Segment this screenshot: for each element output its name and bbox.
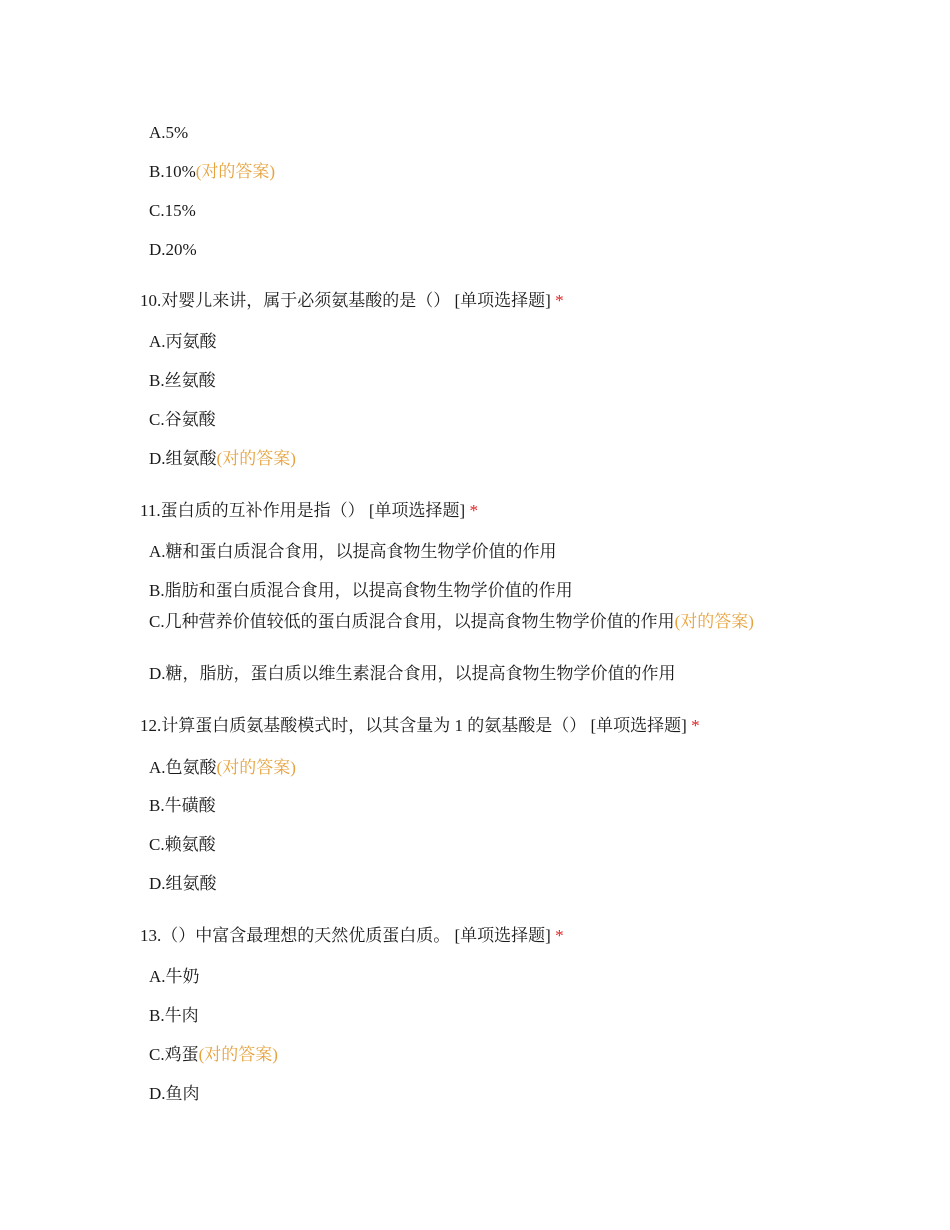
option-text: A.色氨酸: [149, 758, 217, 777]
option-text: C.谷氨酸: [149, 410, 216, 429]
question-10-title: [140, 290, 564, 312]
option-text: D.20%: [149, 240, 197, 259]
option-12-d: [149, 873, 799, 895]
option-10-a: [149, 331, 799, 353]
option-text: C.鸡蛋: [149, 1045, 199, 1064]
option-13-d: [149, 1083, 799, 1105]
option-11-c: [149, 611, 799, 633]
correct-answer-mark: (对的答案): [216, 758, 296, 777]
option-13-b: [149, 1005, 799, 1027]
option-text: A.5%: [149, 123, 189, 142]
option-text: C.几种营养价值较低的蛋白质混合食用，以提高食物生物学价值的作用: [149, 612, 675, 631]
option-12-c: [149, 834, 799, 856]
required-mark: *: [555, 926, 564, 945]
option-text: A.丙氨酸: [149, 332, 217, 351]
option-text: C.赖氨酸: [149, 835, 216, 854]
option-text: B.牛肉: [149, 1006, 199, 1025]
option-text: B.脂肪和蛋白质混合食用，以提高食物生物学价值的作用: [149, 581, 573, 600]
option-11-b: [149, 580, 799, 602]
option-10-c: [149, 409, 799, 431]
option-10-d: [149, 448, 799, 470]
question-stem: 12.计算蛋白质氨基酸模式时，以其含量为 1 的氨基酸是（） [单项选择题]: [140, 716, 687, 735]
option-prev-b: [149, 161, 799, 183]
question-stem: 11.蛋白质的互补作用是指（） [单项选择题]: [140, 501, 466, 520]
option-12-b: [149, 795, 799, 817]
option-12-a: [149, 757, 799, 779]
option-text: B.牛磺酸: [149, 796, 216, 815]
required-mark: *: [469, 501, 478, 520]
required-mark: *: [555, 291, 564, 310]
option-11-a: [149, 541, 799, 563]
option-13-c: [149, 1044, 799, 1066]
correct-answer-mark: (对的答案): [198, 1045, 278, 1064]
question-11-title: [140, 500, 478, 522]
option-prev-d: [149, 239, 799, 261]
option-13-a: [149, 966, 799, 988]
option-prev-a: [149, 122, 799, 144]
option-text: C.15%: [149, 201, 196, 220]
question-13-title: [140, 925, 564, 947]
correct-answer-mark: (对的答案): [195, 162, 276, 181]
correct-answer-mark: (对的答案): [216, 449, 296, 468]
option-text: D.糖，脂肪，蛋白质以维生素混合食用，以提高食物生物学价值的作用: [149, 664, 676, 683]
question-stem: 13.（）中富含最理想的天然优质蛋白质。 [单项选择题]: [140, 926, 551, 945]
option-prev-c: [149, 200, 799, 222]
option-text: D.组氨酸: [149, 874, 217, 893]
option-text: D.鱼肉: [149, 1084, 200, 1103]
question-12-title: [140, 715, 700, 737]
option-11-d: [149, 663, 799, 685]
correct-answer-mark: (对的答案): [674, 612, 754, 631]
option-text: A.糖和蛋白质混合食用，以提高食物生物学价值的作用: [149, 542, 557, 561]
question-stem: 10.对婴儿来讲，属于必须氨基酸的是（） [单项选择题]: [140, 291, 551, 310]
option-text: B.10%: [149, 162, 196, 181]
option-text: D.组氨酸: [149, 449, 217, 468]
option-text: A.牛奶: [149, 967, 200, 986]
option-10-b: [149, 370, 799, 392]
option-text: B.丝氨酸: [149, 371, 216, 390]
required-mark: *: [691, 716, 700, 735]
